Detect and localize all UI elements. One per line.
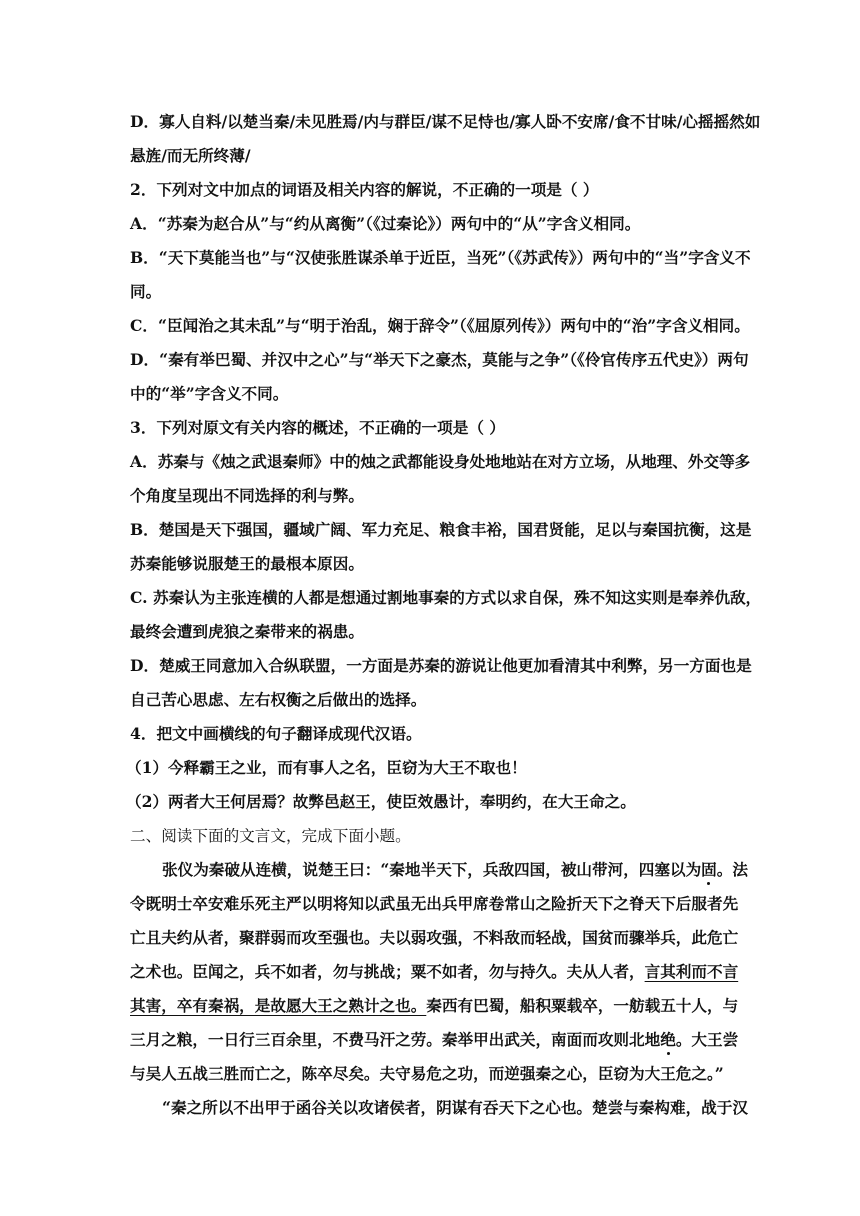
passage-text: 三月之粮，一日行三百余里，不费马汗之劳。秦举甲出武关，南面而攻则北地 — [130, 1030, 661, 1049]
passage-text: 秦西有巴蜀，船积粟载卒，一舫载五十人，与 — [426, 996, 739, 1015]
q3-option-d-line2: 自己苦心思虑、左右权衡之后做出的选择。 — [130, 690, 427, 709]
q3-option-c-line1: C. 苏秦认为主张连横的人都是想通过割地事秦的方式以求自保，殊不知这实则是奉养仇敌， — [130, 588, 762, 607]
q4-sentence-1: （1）今释霸王之业，而有事人之名，臣窃为大王不取也！ — [126, 758, 527, 777]
passage-line-5 — [130, 996, 739, 1016]
q3-option-b-line2: 苏秦能够说服楚王的最根本原因。 — [130, 554, 364, 573]
q2-option-b-line1: B．“天下莫能当也”与“汉使张胜谋杀单于近臣，当死”（《苏武传》）两句中的“当”字含义不 — [130, 248, 751, 267]
underlined-sentence: 其害，卒有秦祸，是故愿大王之熟计之也。 — [130, 996, 427, 1015]
q2-option-c: C．“臣闻治之其未乱”与“明于治乱，娴于辞令”（《屈原列传》）两句中的“治”字含义相同。 — [130, 316, 750, 335]
passage-text: 亡且夫约从者 — [130, 928, 224, 947]
q3-option-c-line2: 最终会遭到虎狼之秦带来的祸患。 — [130, 622, 364, 641]
passage-line-2 — [130, 894, 739, 914]
passage-line-4 — [130, 962, 739, 982]
dotted-word: 绝 — [660, 1030, 676, 1049]
section2-heading: 二、阅读下面的文言文，完成下面小题。 — [130, 827, 411, 845]
dotted-word: 固 — [701, 860, 717, 879]
q1-option-d-line2: 悬旌/而无所终薄/ — [130, 146, 251, 165]
q3-option-d-line1: D．楚威王同意加入合纵联盟，一方面是苏秦的游说让他更加看清其中利弊，另一方面也是 — [130, 656, 752, 675]
q3-option-a-line2: 个角度呈现出不同选择的利与弊。 — [130, 486, 364, 505]
passage-line-1 — [130, 860, 748, 880]
passage-text: 张仪为秦破从连横，说楚王曰：“秦地半天下，兵敌四国，被山带河，四塞以为 — [162, 860, 702, 879]
underlined-sentence: 言其利而不言 — [644, 962, 739, 981]
passage-line-6 — [130, 1030, 739, 1050]
passage-text: 与吴人五战三胜而亡之，陈卒尽矣。夫守易危之功，而逆强秦之心，臣窃为大王危之。” — [130, 1064, 724, 1083]
q3-option-b-line1: B．楚国是天下强国，疆域广阔、军力充足、粮食丰裕，国君贤能，足以与秦国抗衡，这是 — [130, 520, 752, 539]
q1-option-d-line1: D．寡人自料/以楚当秦/未见胜焉/内与群臣/谋不足恃也/寡人卧不安席/食不甘味/心摇摇然如 — [130, 112, 761, 131]
passage-line-7 — [130, 1064, 736, 1084]
q4-stem: 4．把文中画横线的句子翻译成现代汉语。 — [130, 724, 422, 743]
q4-sentence-2: （2）两者大王何居焉？故弊邑赵王，使臣效愚计，奉明约，在大王命之。 — [126, 792, 636, 811]
passage-text: 之术也。臣闻之，兵不如者，勿与挑战；粟不如者，勿与持久。夫从人者， — [130, 962, 645, 981]
passage-text: 。大王尝 — [675, 1030, 739, 1049]
passage-line-3 — [130, 928, 739, 948]
passage-text: 令既明士卒安难乐死主严以明将知以武虽无出兵甲席卷常山之险折天下之脊天下后服者先 — [130, 894, 739, 913]
q2-option-d-line2: 中的“举”字含义不同。 — [130, 384, 289, 403]
q3-stem: 3．下列对原文有关内容的概述，不正确的一项是（ ） — [130, 418, 505, 437]
q2-option-a: A．“苏秦为赵合从”与“约从离衡”（《过秦论》）两句中的“从”字含义相同。 — [130, 214, 641, 233]
q2-stem: 2．下列对文中加点的词语及相关内容的解说，不正确的一项是（ ） — [130, 180, 599, 199]
q3-option-a-line1: A．苏秦与《烛之武退秦师》中的烛之武都能设身处地地站在对方立场，从地理、外交等多 — [130, 452, 751, 471]
passage-text: ，聚群弱而攻至强也。夫以弱攻强，不料敌而轻战，国贫而骤举兵，此危亡 — [223, 928, 739, 947]
passage-text: 。法 — [716, 860, 748, 879]
q2-option-d-line1: D．“秦有举巴蜀、并汉中之心”与“举天下之豪杰，莫能与之争”（《伶官传序五代史》）两句 — [130, 350, 749, 369]
q2-option-b-line2: 同。 — [130, 282, 162, 301]
passage-text: “秦之所以不出甲于函谷关以攻诸侯者，阴谋有吞天下之心也。楚尝与秦构难，战于汉 — [162, 1098, 748, 1117]
passage-line-8 — [130, 1098, 748, 1118]
